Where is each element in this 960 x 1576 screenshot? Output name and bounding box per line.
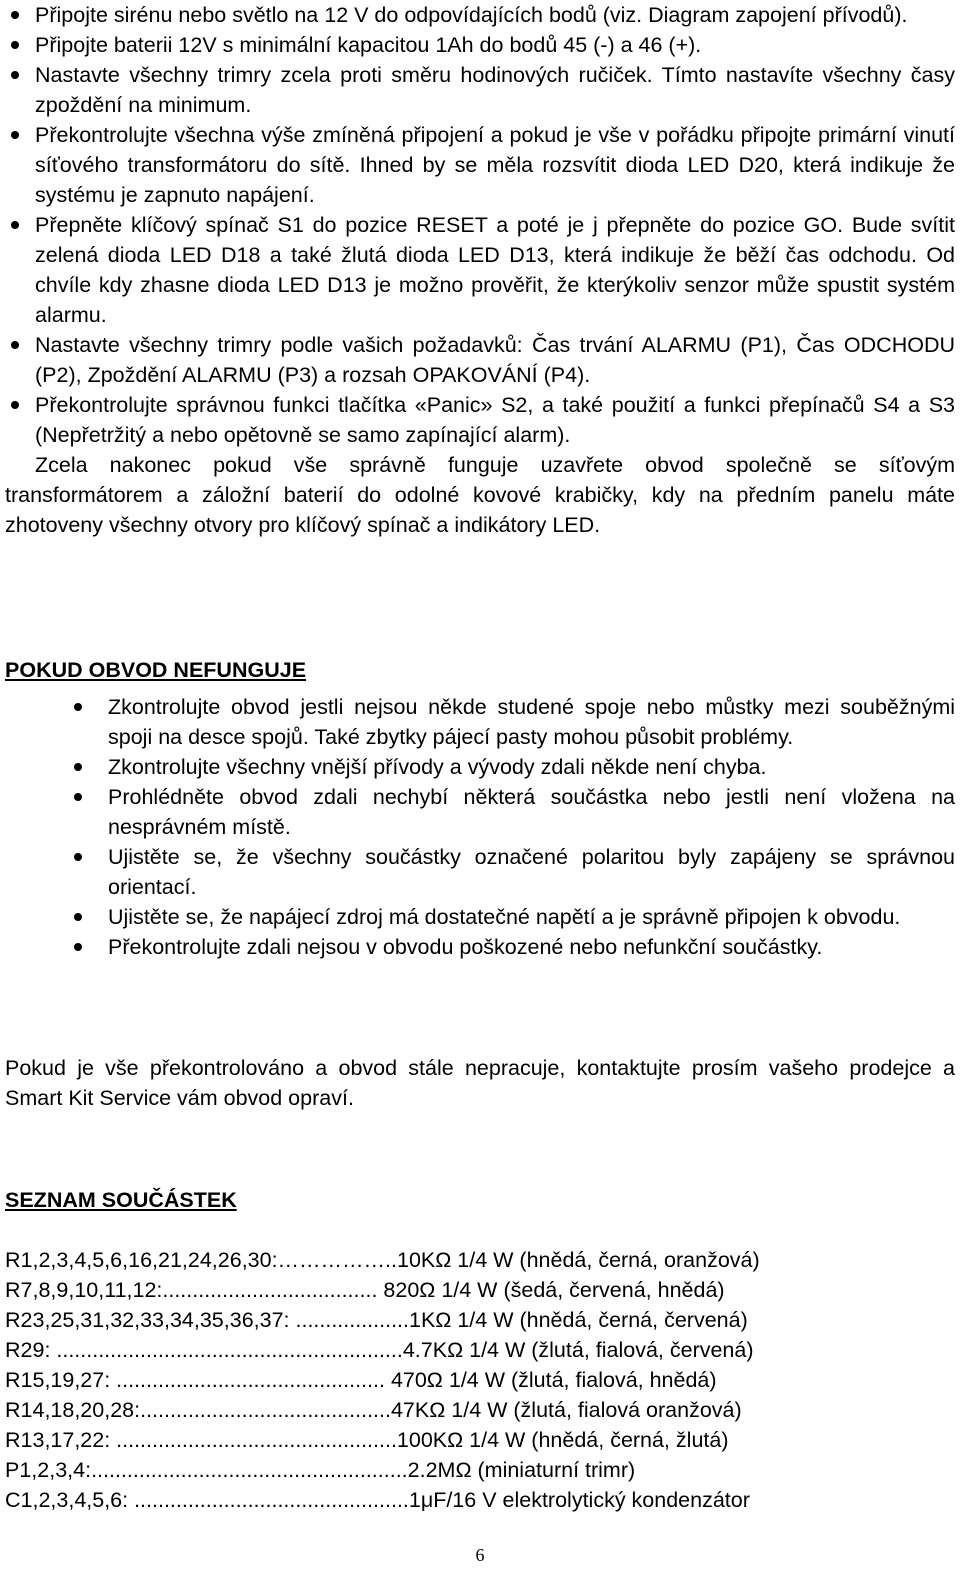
list-item: Překontrolujte správnou funkci tlačítka «Panic» S2, a také použití a funkci přepínačů S4 a S3 (Nepřetržitý a nebo opětovně se samo zapínající alarm). (5, 390, 955, 450)
troubleshoot-list (5, 692, 955, 962)
part-row: P1,2,3,4:.....................................................2.2MΩ (miniaturní trimr) (5, 1458, 636, 1482)
list-item: Prohlédněte obvod zdali nechybí některá součástka nebo jestli není vložena na nesprávném místě. (5, 782, 955, 842)
troubleshoot-heading: POKUD OBVOD NEFUNGUJE (5, 658, 307, 682)
part-row: R23,25,31,32,33,34,35,36,37: ...................1KΩ 1/4 W (hnědá, černá, červená) (5, 1308, 748, 1332)
part-row: R15,19,27: ............................................. 470Ω 1/4 W (žlutá, fialová, hnědá) (5, 1368, 717, 1392)
list-item: Překontrolujte všechna výše zmíněná připojení a pokud je vše v pořádku připojte primární vinutí síťového transformátoru do sítě. Ihned by se měla rozsvítit dioda LED D20, která indikuje že systému je zapnuto napájení. (5, 120, 955, 210)
bullet-icon (74, 763, 82, 771)
bullet-icon (11, 131, 19, 139)
list-item: Připojte baterii 12V s minimální kapacitou 1Ah do bodů 45 (-) a 46 (+). (5, 30, 955, 60)
bullet-icon (11, 401, 19, 409)
part-row: R1,2,3,4,5,6,16,21,24,26,30:……………..10KΩ 1/4 W (hnědá, černá, oranžová) (5, 1248, 760, 1272)
list-item: Nastavte všechny trimry podle vašich požadavků: Čas trvání ALARMU (P1), Čas ODCHODU (P2), Zpoždění ALARMU (P3) a rozsah OPAKOVÁNÍ (P4). (5, 330, 955, 390)
bullet-icon (11, 41, 19, 49)
parts-list (5, 1245, 955, 1515)
closing-paragraph: Zcela nakonec pokud vše správně funguje uzavřete obvod společně se síťovým transformátorem a záložní baterií do odolné kovové krabičky, kdy na předním panelu máte zhotoveny všechny otvory pro klíčový spínač a indikátory LED. (5, 453, 955, 537)
list-item: Ujistěte se, že napájecí zdroj má dostatečné napětí a je správně připojen k obvodu. (5, 902, 955, 932)
list-item: Zkontrolujte obvod jestli nejsou někde studené spoje nebo můstky mezi souběžnými spoji na desce spojů. Také zbytky pájecí pasty mohou působit problémy. (5, 692, 955, 752)
bullet-icon (74, 853, 82, 861)
list-item: Připojte sirénu nebo světlo na 12 V do odpovídajících bodů (viz. Diagram zapojení přívodů). (5, 0, 955, 30)
bullet-icon (74, 793, 82, 801)
part-row: R29: ..........................................................4.7KΩ 1/4 W (žlutá, fialová, červená) (5, 1338, 754, 1362)
part-row: R7,8,9,10,11,12:.................................... 820Ω 1/4 W (šedá, červená, hnědá) (5, 1278, 725, 1302)
part-row: C1,2,3,4,5,6: ..............................................1μF/16 V elektrolytický kondenzátor (5, 1488, 750, 1512)
bullet-icon (11, 341, 19, 349)
page-number: 6 (475, 1545, 485, 1565)
part-row: R14,18,20,28:..........................................47KΩ 1/4 W (žlutá, fialová oranžová) (5, 1398, 742, 1422)
bullet-icon (11, 221, 19, 229)
bullet-icon (74, 943, 82, 951)
bullet-icon (74, 913, 82, 921)
contact-paragraph: Pokud je vše překontrolováno a obvod stále nepracuje, kontaktujte prosím vašeho prodejce a Smart Kit Service vám obvod opraví. (5, 1056, 955, 1110)
intro-list (5, 0, 955, 450)
list-item: Nastavte všechny trimry zcela proti směru hodinových ručiček. Tímto nastavíte všechny časy zpoždění na minimum. (5, 60, 955, 120)
bullet-icon (11, 11, 19, 19)
list-item: Přepněte klíčový spínač S1 do pozice RESET a poté je j přepněte do pozice GO. Bude svítit zelená dioda LED D18 a také žlutá dioda LED D13, která indikuje že běží čas odchodu. Od chvíle kdy zhasne dioda LED D13 je možno prověřit, že kterýkoliv senzor může spustit systém alarmu. (5, 210, 955, 330)
list-item: Zkontrolujte všechny vnější přívody a vývody zdali někde není chyba. (5, 752, 955, 782)
list-item: Překontrolujte zdali nejsou v obvodu poškozené nebo nefunkční součástky. (5, 932, 955, 962)
bullet-icon (74, 703, 82, 711)
parts-heading: SEZNAM SOUČÁSTEK (5, 1188, 237, 1212)
list-item: Ujistěte se, že všechny součástky označené polaritou byly zapájeny se správnou orientací. (5, 842, 955, 902)
part-row: R13,17,22: ...............................................100KΩ 1/4 W (hnědá, černá, žlutá) (5, 1428, 729, 1452)
bullet-icon (11, 71, 19, 79)
troubleshoot-block (5, 692, 955, 962)
instructions-block (5, 0, 955, 540)
